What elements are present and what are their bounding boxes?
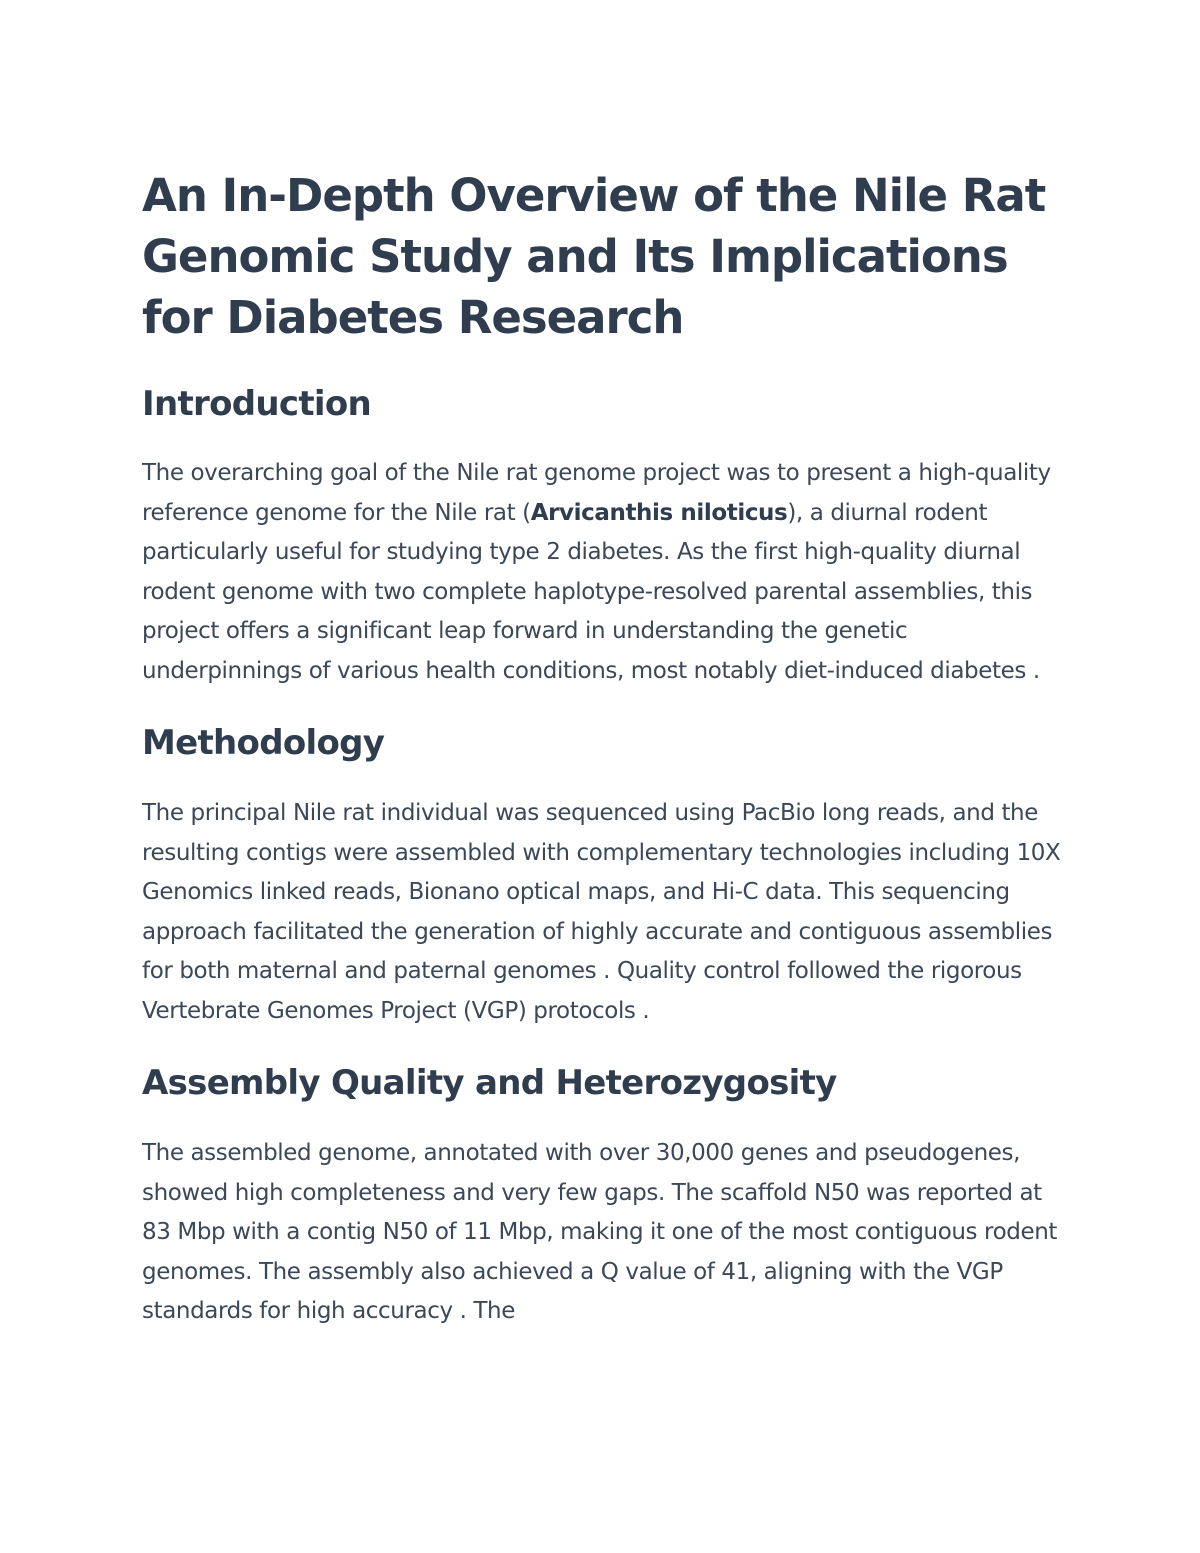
- assembly-quality-paragraph: The assembled genome, annotated with over 30,000 genes and pseudogenes, showed high completeness and very few gaps. The scaffold N50 was reported at 83 Mbp with a contig N50 of 11 Mbp, making it one of the most contiguous rodent genomes. The assembly also achieved a Q value of 41, aligning with the VGP standards for high accuracy . The: [142, 1140, 1058, 1324]
- section-heading-methodology: Methodology: [142, 723, 385, 763]
- species-name: Arvicanthis niloticus: [530, 499, 788, 526]
- section-heading-introduction: Introduction: [142, 384, 372, 424]
- introduction-paragraph: [142, 454, 1062, 691]
- section-heading-assembly-quality: Assembly Quality and Heterozygosity: [142, 1063, 837, 1103]
- introduction-text-after: ), a diurnal rodent particularly useful for studying type 2 diabetes. As the first high-quality diurnal rodent genome with two complete haplotype-resolved parental assemblies, this project offers a significant leap forward in understanding the genetic underpinnings of various health conditions, most notably diet-induced diabetes .: [142, 499, 1040, 684]
- methodology-paragraph: The principal Nile rat individual was sequenced using PacBio long reads, and the resulting contigs were assembled with complementary technologies including 10X Genomics linked reads, Bionano optical maps, and Hi-C data. This sequencing approach facilitated the generation of highly accurate and contiguous assemblies for both maternal and paternal genomes . Quality control followed the rigorous Vertebrate Genomes Project (VGP) protocols .: [142, 800, 1061, 1024]
- introduction-text-before: The overarching goal of the Nile rat genome project was to present a high-quality reference genome for the Nile rat (: [142, 460, 1051, 526]
- document-title: An In-Depth Overview of the Nile Rat Genomic Study and Its Implications for Diabetes Research: [142, 169, 1046, 344]
- document-page: [142, 165, 1062, 1332]
